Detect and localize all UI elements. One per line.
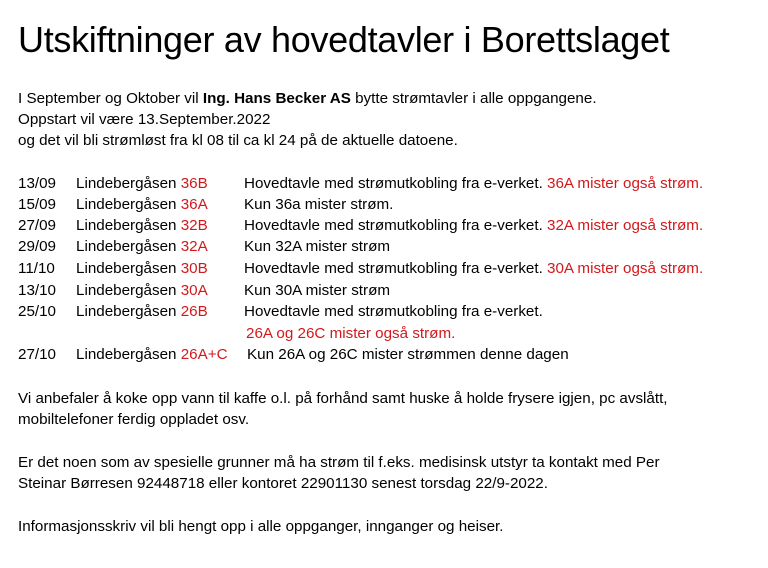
schedule-street: Lindebergåsen 32B [76,217,208,234]
page-title: Utskiftninger av hovedtavler i Borettslaget [18,19,670,60]
intro-line-1 [18,89,597,109]
schedule-street: Lindebergåsen 30B [76,260,208,277]
schedule-desc: Hovedtavle med strømutkobling fra e-verket. 30A mister også strøm. [244,260,704,277]
intro-text: bytte strømtavler i alle oppgangene. [350,90,597,107]
schedule-date: 15/09 [18,196,57,213]
schedule-street: Lindebergåsen 26B [76,303,208,320]
schedule-row [0,345,768,365]
schedule-street: Lindebergåsen 36A [76,196,208,213]
schedule-note: 36A mister også strøm. [547,175,704,192]
schedule-unit: 36B [180,175,208,192]
company-name: Ing. Hans Becker AS [202,90,351,107]
contact-line-1: Er det noen som av spesielle grunner må ha strøm til f.eks. medisinsk utstyr ta kontakt med Per [18,454,660,471]
schedule-unit: 32A [180,238,208,255]
schedule-note: 32A mister også strøm. [547,217,704,234]
schedule-unit: 30A [180,282,208,299]
schedule-unit: 36A [180,196,208,213]
footer-note: Informasjonsskriv vil bli hengt opp i alle oppganger, innganger og heiser. [18,518,504,535]
advice-line-1: Vi anbefaler å koke opp vann til kaffe o.l. på forhånd samt huske å holde frysere igjen, pc avslått, [18,390,668,407]
schedule-unit: 30B [180,260,208,277]
schedule-note: 26A og 26C mister også strøm. [246,325,456,342]
schedule-date: 13/09 [18,175,57,192]
schedule-desc: Hovedtavle med strømutkobling fra e-verket. 32A mister også strøm. [244,217,704,234]
schedule-date: 27/09 [18,217,57,234]
schedule-date: 29/09 [18,238,57,255]
schedule-unit: 26B [180,303,208,320]
schedule-row [0,302,768,322]
schedule-date: 27/10 [18,346,57,363]
schedule-note: 30A mister også strøm. [547,260,704,277]
schedule-row [0,216,768,236]
schedule-date: 25/10 [18,303,57,320]
schedule-street: Lindebergåsen 26A+C [76,346,228,363]
schedule-row [0,174,768,194]
schedule-date: 11/10 [18,260,55,277]
intro-line-3: og det vil bli strømløst fra kl 08 til ca kl 24 på de aktuelle datoene. [18,132,458,149]
schedule-unit: 26A+C [180,346,228,363]
intro-line-2: Oppstart vil være 13.September.2022 [18,111,271,128]
schedule-desc: Kun 32A mister strøm [244,238,391,255]
contact-line-2: Steinar Børresen 92448718 eller kontoret 22901130 senest torsdag 22/9-2022. [18,475,548,492]
schedule-row-continuation [0,324,768,344]
schedule-street: Lindebergåsen 32A [76,238,208,255]
schedule-row [0,195,768,215]
schedule-desc: Kun 30A mister strøm [244,282,391,299]
schedule-desc: Kun 26A og 26C mister strømmen denne dagen [247,346,569,363]
schedule-desc: Kun 36a mister strøm. [244,196,394,213]
schedule-row [0,281,768,301]
schedule-desc: Hovedtavle med strømutkobling fra e-verket. [244,303,543,320]
schedule-desc: Hovedtavle med strømutkobling fra e-verket. 36A mister også strøm. [244,175,704,192]
intro-text: I September og Oktober vil [18,90,203,107]
schedule-unit: 32B [180,217,208,234]
advice-line-2: mobiltelefoner ferdig oppladet osv. [18,411,250,428]
schedule-row [0,259,768,279]
schedule-desc [246,324,455,344]
schedule-row [0,237,768,257]
schedule-street: Lindebergåsen 36B [76,175,208,192]
schedule-street: Lindebergåsen 30A [76,282,208,299]
schedule-date: 13/10 [18,282,57,299]
